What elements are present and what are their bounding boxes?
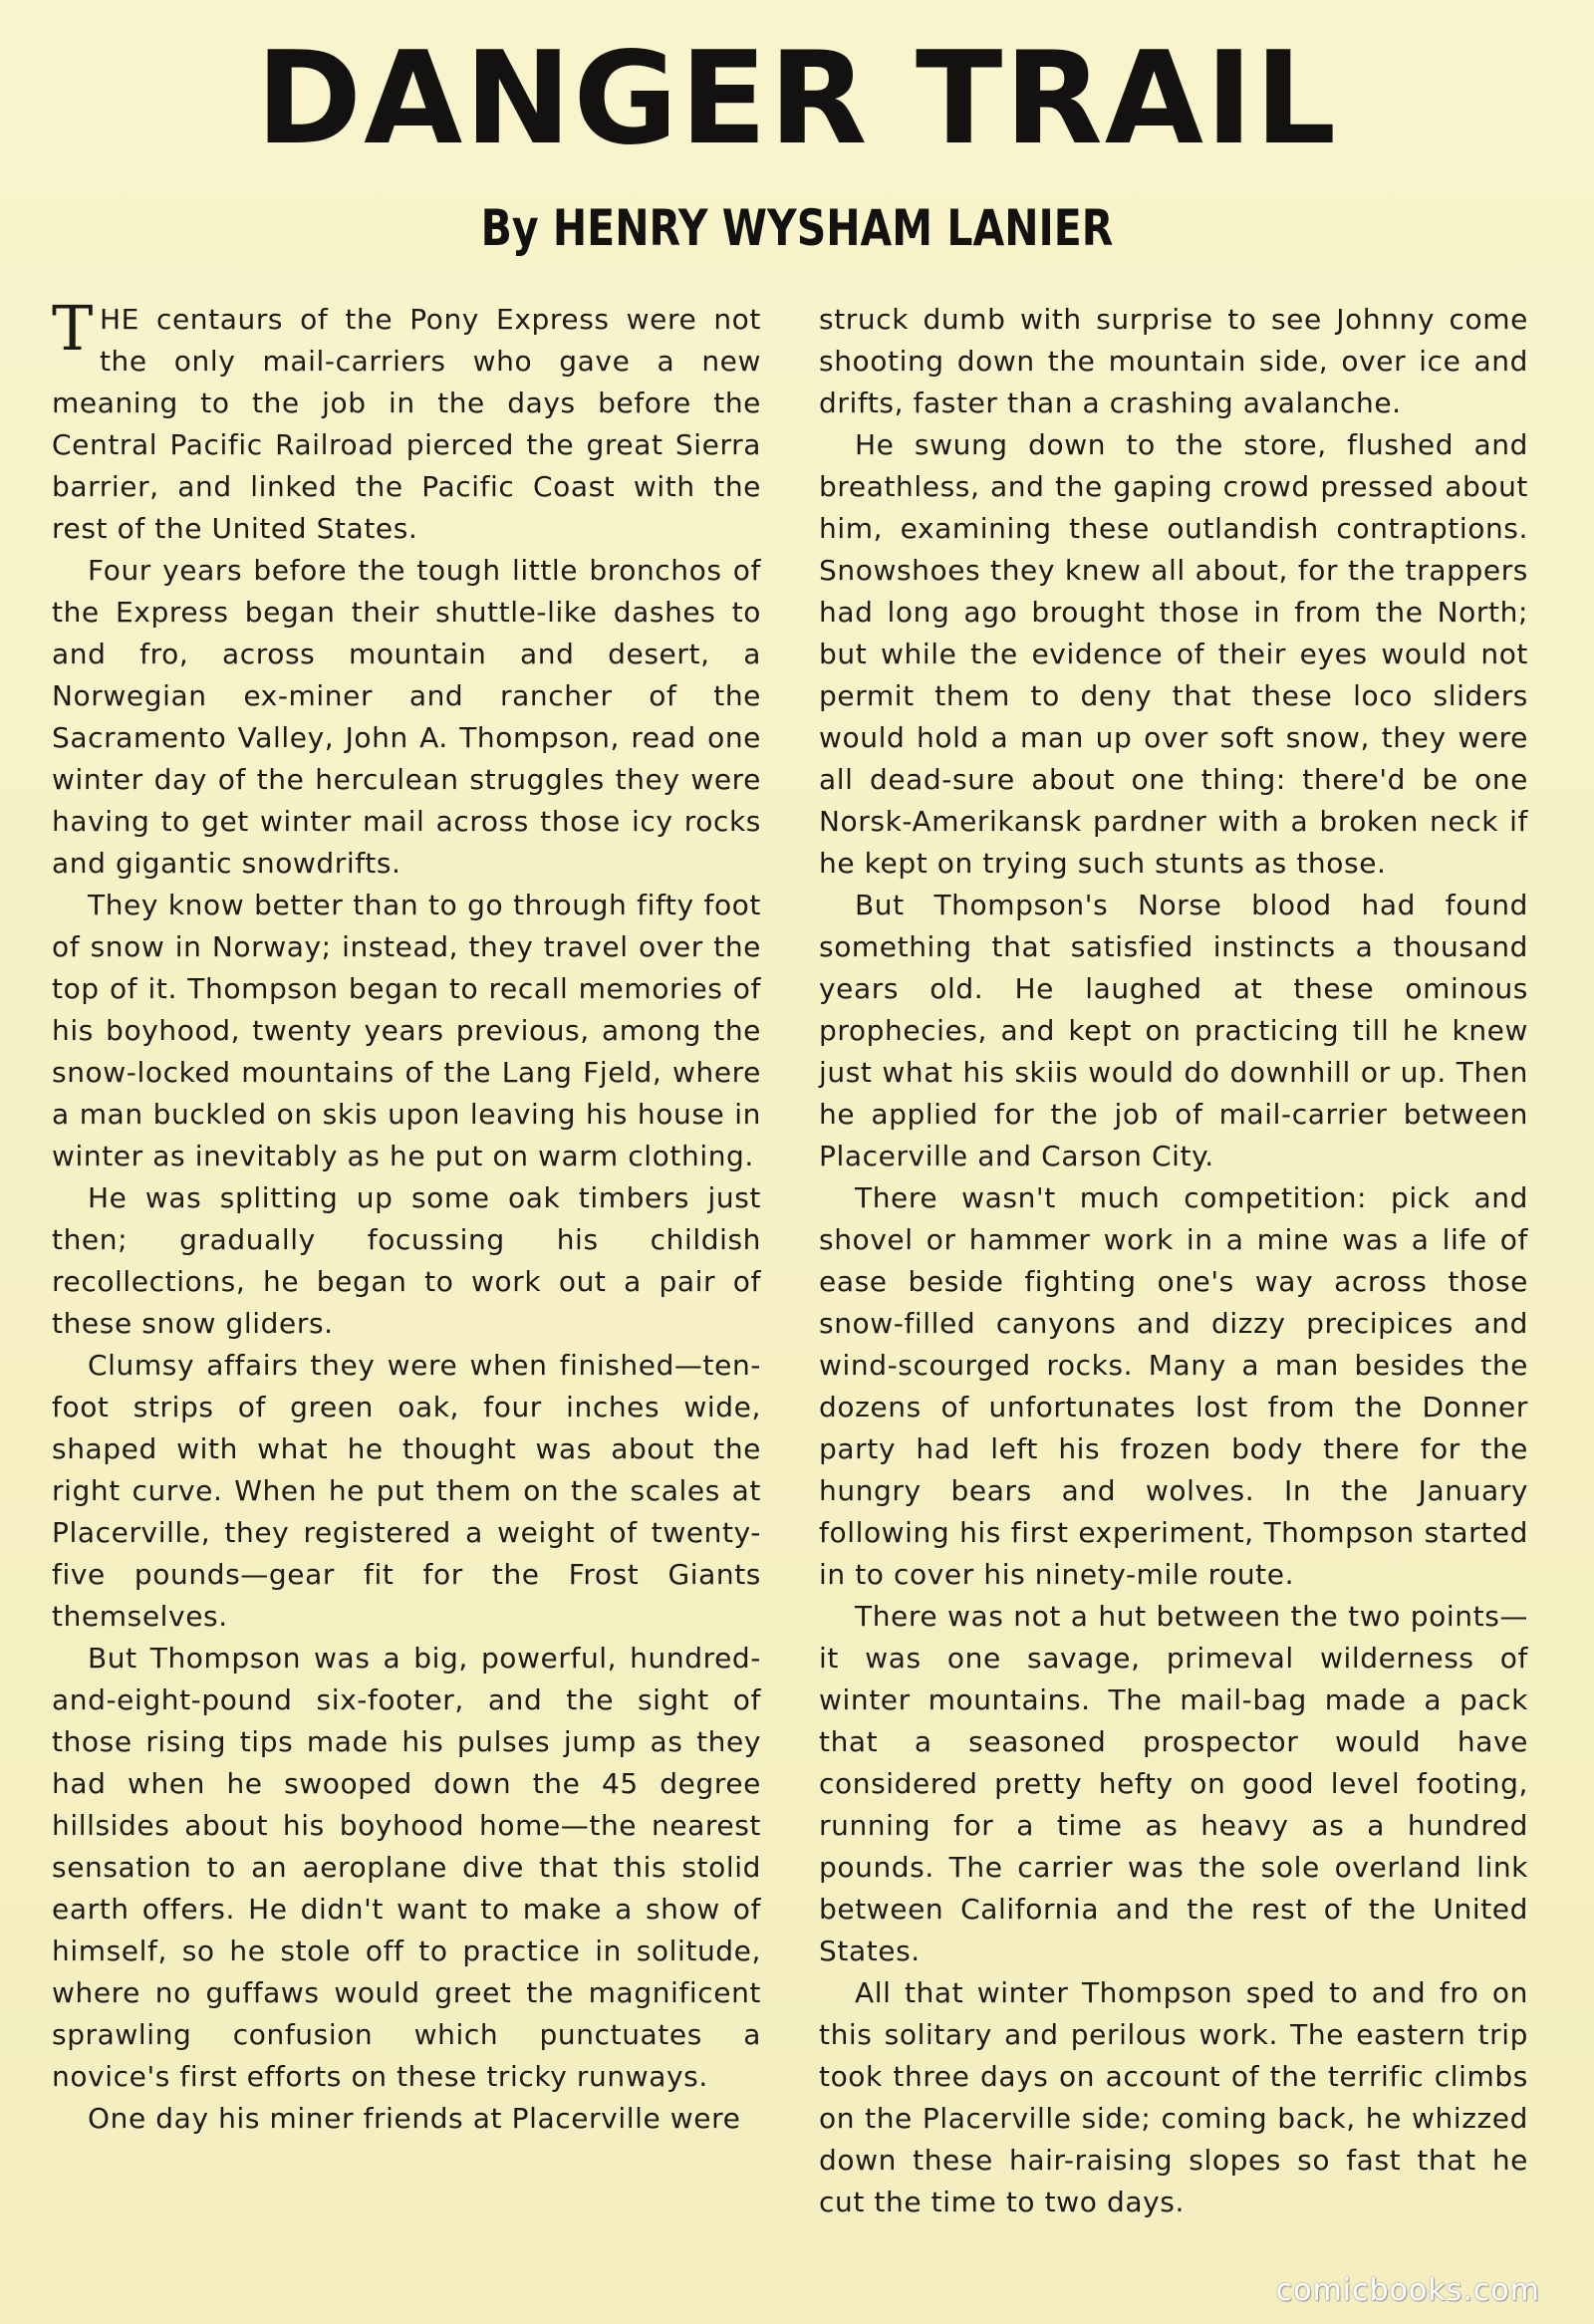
site-watermark: comicbooks.com (1275, 2273, 1540, 2308)
paragraph: Four years before the tough little bronchos of the Express began their shuttle-like dashes to and fro, across mountain and desert, a Norwegian ex-miner and rancher of the Sacramento Valley, John A. Thompson, read one winter day of the herculean struggles they were having to get winter mail across those icy rocks and gigantic snowdrifts. (52, 554, 761, 880)
paragraph: There wasn't much competition: pick and shovel or hammer work in a mine was a life of ease beside fighting one's way across those snow-filled canyons and dizzy precipices and wind-scourged rocks. Many a man besides the dozens of unfortunates lost from the Donner party had left his frozen body there for the hungry bears and wolves. In the January following his first experiment, Thompson started in to cover his ninety-mile route. (819, 1181, 1528, 1591)
byline: By HENRY WYSHAM LANIER (480, 199, 1114, 257)
paragraph: struck dumb with surprise to see Johnny come shooting down the mountain side, over ice and drifts, faster than a crashing avalanche. (819, 303, 1528, 419)
right-column (819, 299, 1528, 2223)
paragraph: One day his miner friends at Placerville were (88, 2102, 741, 2135)
paragraph: But Thompson was a big, powerful, hundred-and-eight-pound six-footer, and the sight of those rising tips made his pulses jump as they had when he swooped down the 45 degree hillsides about his boyhood home—the nearest sensation to an aeroplane dive that this stolid earth offers. He didn't want to make a show of himself, so he stole off to practice in solitude, where no guffaws would greet the magnificent sprawling confusion which punctuates a novice's first efforts on these tricky runways. (52, 1642, 761, 2093)
paragraph: He swung down to the store, flushed and breathless, and the gaping crowd pressed about him, examining these outlandish contraptions. Snowshoes they knew all about, for the trappers had long ago brought those in from the North; but while the evidence of their eyes would not permit them to deny that these loco sliders would hold a man up over soft snow, they were all dead-sure about one thing: there'd be one Norsk-Amerikansk pardner with a broken neck if he kept on trying such stunts as those. (819, 428, 1528, 880)
paragraph: All that winter Thompson sped to and fro on this solitary and perilous work. The eastern trip took three days on account of the terrific climbs on the Placerville side; coming back, he whizzed down these hair-raising slopes so fast that he cut the time to two days. (819, 1976, 1528, 2218)
paragraph-text: HE centaurs of the Pony Express were not the only mail-carriers who gave a new meaning to the job in the days before the Central Pacific Railroad pierced the great Sierra barrier, and linked the Pacific Coast with the rest of the United States. (52, 303, 761, 545)
left-column (52, 292, 761, 2140)
paragraph: He was splitting up some oak timbers just then; gradually focussing his childish recollections, he began to work out a pair of these snow gliders. (52, 1181, 761, 1340)
paragraph: There was not a hut between the two points—it was one savage, primeval wilderness of winter mountains. The mail-bag made a pack that a seasoned prospector would have considered pretty hefty on good level footing, running for a time as heavy as a hundred pounds. The carrier was the sole overland link between California and the rest of the United States. (819, 1600, 1528, 1967)
paragraph: They know better than to go through fifty foot of snow in Norway; instead, they travel over the top of it. Thompson began to recall memories of his boyhood, twenty years previous, among the snow-locked mountains of the Lang Fjeld, where a man buckled on skis upon leaving his house in winter as inevitably as he put on warm clothing. (52, 889, 761, 1172)
drop-cap: T (52, 292, 94, 365)
paragraph (52, 292, 761, 550)
article-title: DANGER TRAIL (255, 25, 1339, 173)
paragraph: But Thompson's Norse blood had found something that satisfied instincts a thousand years old. He laughed at these ominous prophecies, and kept on practicing till he knew just what his skiis would do downhill or up. Then he applied for the job of mail-carrier between Placerville and Carson City. (819, 889, 1528, 1172)
paragraph: Clumsy affairs they were when finished—ten-foot strips of green oak, four inches wide, shaped with what he thought was about the right curve. When he put them on the scales at Placerville, they registered a weight of twenty-five pounds—gear fit for the Frost Giants themselves. (52, 1349, 761, 1633)
